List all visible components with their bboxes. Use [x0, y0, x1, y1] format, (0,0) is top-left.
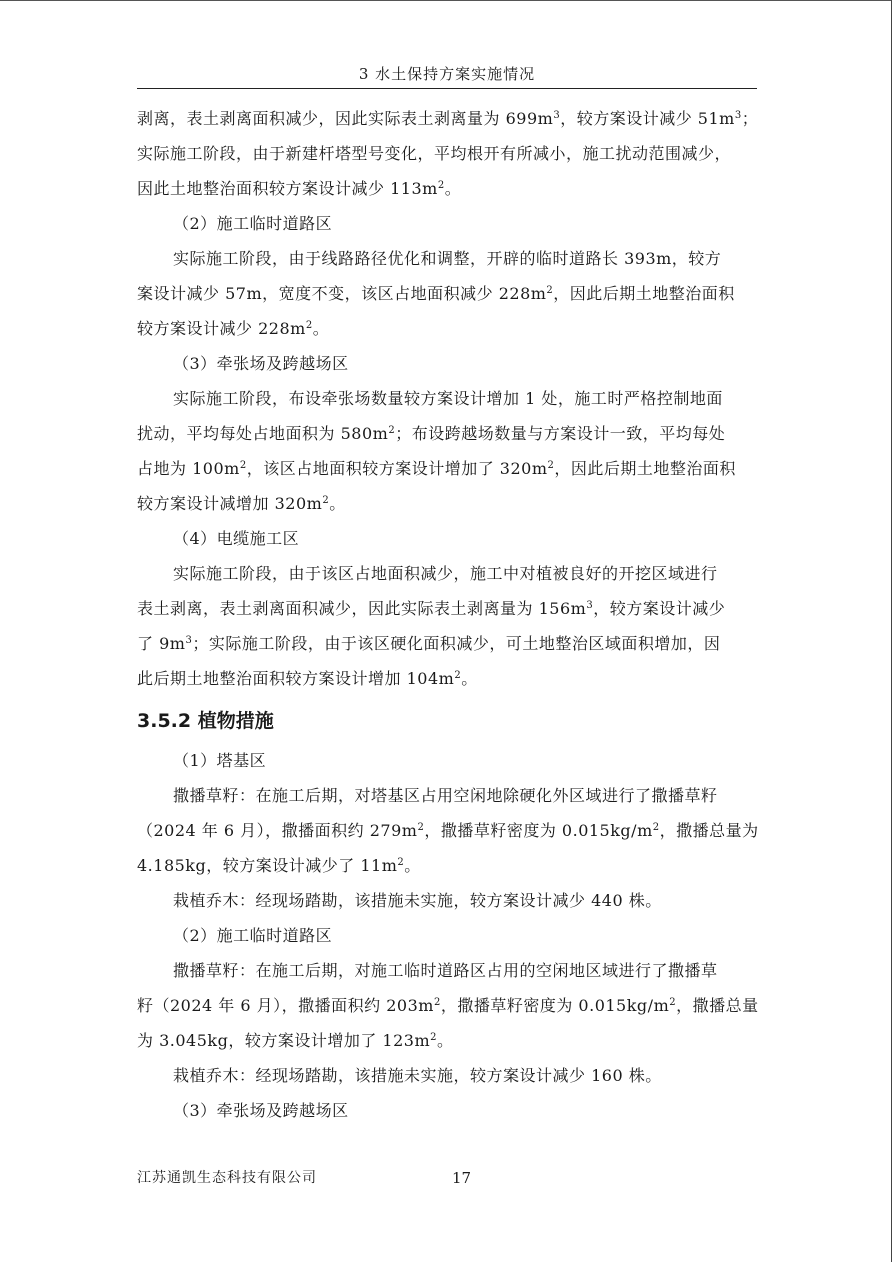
subsection-title: （4）电缆施工区: [173, 529, 300, 548]
paragraph-line: 撒播草籽：在施工后期，对施工临时道路区占用的空闲地区域进行了撒播草: [173, 961, 718, 980]
paragraph-line: 扰动，平均每处占地面积为 $580m^2$；布设跨越场数量与方案设计一致，平均每处: [137, 424, 726, 443]
header-rule: [137, 88, 757, 89]
subsection-title: （2）施工临时道路区: [173, 926, 333, 945]
paragraph-line: 4.185kg，较方案设计减少了 $11m^2$。: [137, 856, 421, 875]
page-number: 17: [452, 1169, 472, 1187]
page-content: [137, 101, 757, 1128]
paragraph-line: 较方案设计减增加 $320m^2$。: [137, 494, 346, 513]
section-heading: 3.5.2 植物措施: [137, 710, 274, 732]
paragraph-line: （2024 年 6 月），撒播面积约 $279m^2$，撒播草籽密度为 $0.015kg/m^2$，撒播总量为: [137, 821, 759, 840]
paragraph-line: 实际施工阶段，由于新建杆塔型号变化，平均根开有所减小，施工扰动范围减少，: [137, 144, 732, 163]
subsection-title: （1）塔基区: [173, 751, 267, 770]
paragraph-line: 栽植乔木：经现场踏勘，该措施未实施，较方案设计减少 440 株。: [173, 891, 662, 910]
paragraph-line: 了 $9m^3$；实际施工阶段，由于该区硬化面积减少，可土地整治区域面积增加，因: [137, 634, 721, 653]
paragraph-line: 栽植乔木：经现场踏勘，该措施未实施，较方案设计减少 160 株。: [173, 1066, 662, 1085]
subsection-title: （3）牵张场及跨越场区: [173, 354, 349, 373]
footer-company: 江苏通凯生态科技有限公司: [137, 1170, 317, 1186]
paragraph-line: 为 3.045kg，较方案设计增加了 $123m^2$。: [137, 1031, 454, 1050]
subsection-title: （3）牵张场及跨越场区: [173, 1101, 349, 1120]
page-border-top: [0, 0, 891, 1]
paragraph-line: 此后期土地整治面积较方案设计增加 $104m^2$。: [137, 669, 478, 688]
paragraph-line: 籽（2024 年 6 月），撒播面积约 $203m^2$，撒播草籽密度为 $0.015kg/m^2$，撒播总量: [137, 996, 759, 1015]
paragraph-line: 实际施工阶段，由于线路路径优化和调整，开辟的临时道路长 393m，较方: [173, 249, 722, 268]
subsection-title: （2）施工临时道路区: [173, 214, 333, 233]
paragraph-line: 实际施工阶段，由于该区占地面积减少，施工中对植被良好的开挖区域进行: [173, 564, 718, 583]
paragraph-line: 撒播草籽：在施工后期，对塔基区占用空闲地除硬化外区域进行了撒播草籽: [173, 786, 718, 805]
paragraph-line: 表土剥离，表土剥离面积减少，因此实际表土剥离量为 $156m^3$，较方案设计减少: [137, 599, 726, 618]
paragraph-line: 案设计减少 57m，宽度不变，该区占地面积减少 $228m^2$，因此后期土地整治面积: [137, 284, 735, 303]
paragraph-line: 剥离，表土剥离面积减少，因此实际表土剥离量为 $699m^3$，较方案设计减少 $51m^3$；: [137, 109, 759, 128]
paragraph-line: 较方案设计减少 $228m^2$。: [137, 319, 330, 338]
running-header: 3 水土保持方案实施情况: [358, 65, 536, 83]
paragraph-line: 实际施工阶段，布设牵张场数量较方案设计增加 1 处，施工时严格控制地面: [173, 389, 723, 408]
paragraph-line: 因此土地整治面积较方案设计减少 $113m^2$。: [137, 179, 462, 198]
paragraph-line: 占地为 $100m^2$，该区占地面积较方案设计增加了 $320m^2$，因此后期土地整治面积: [137, 459, 736, 478]
